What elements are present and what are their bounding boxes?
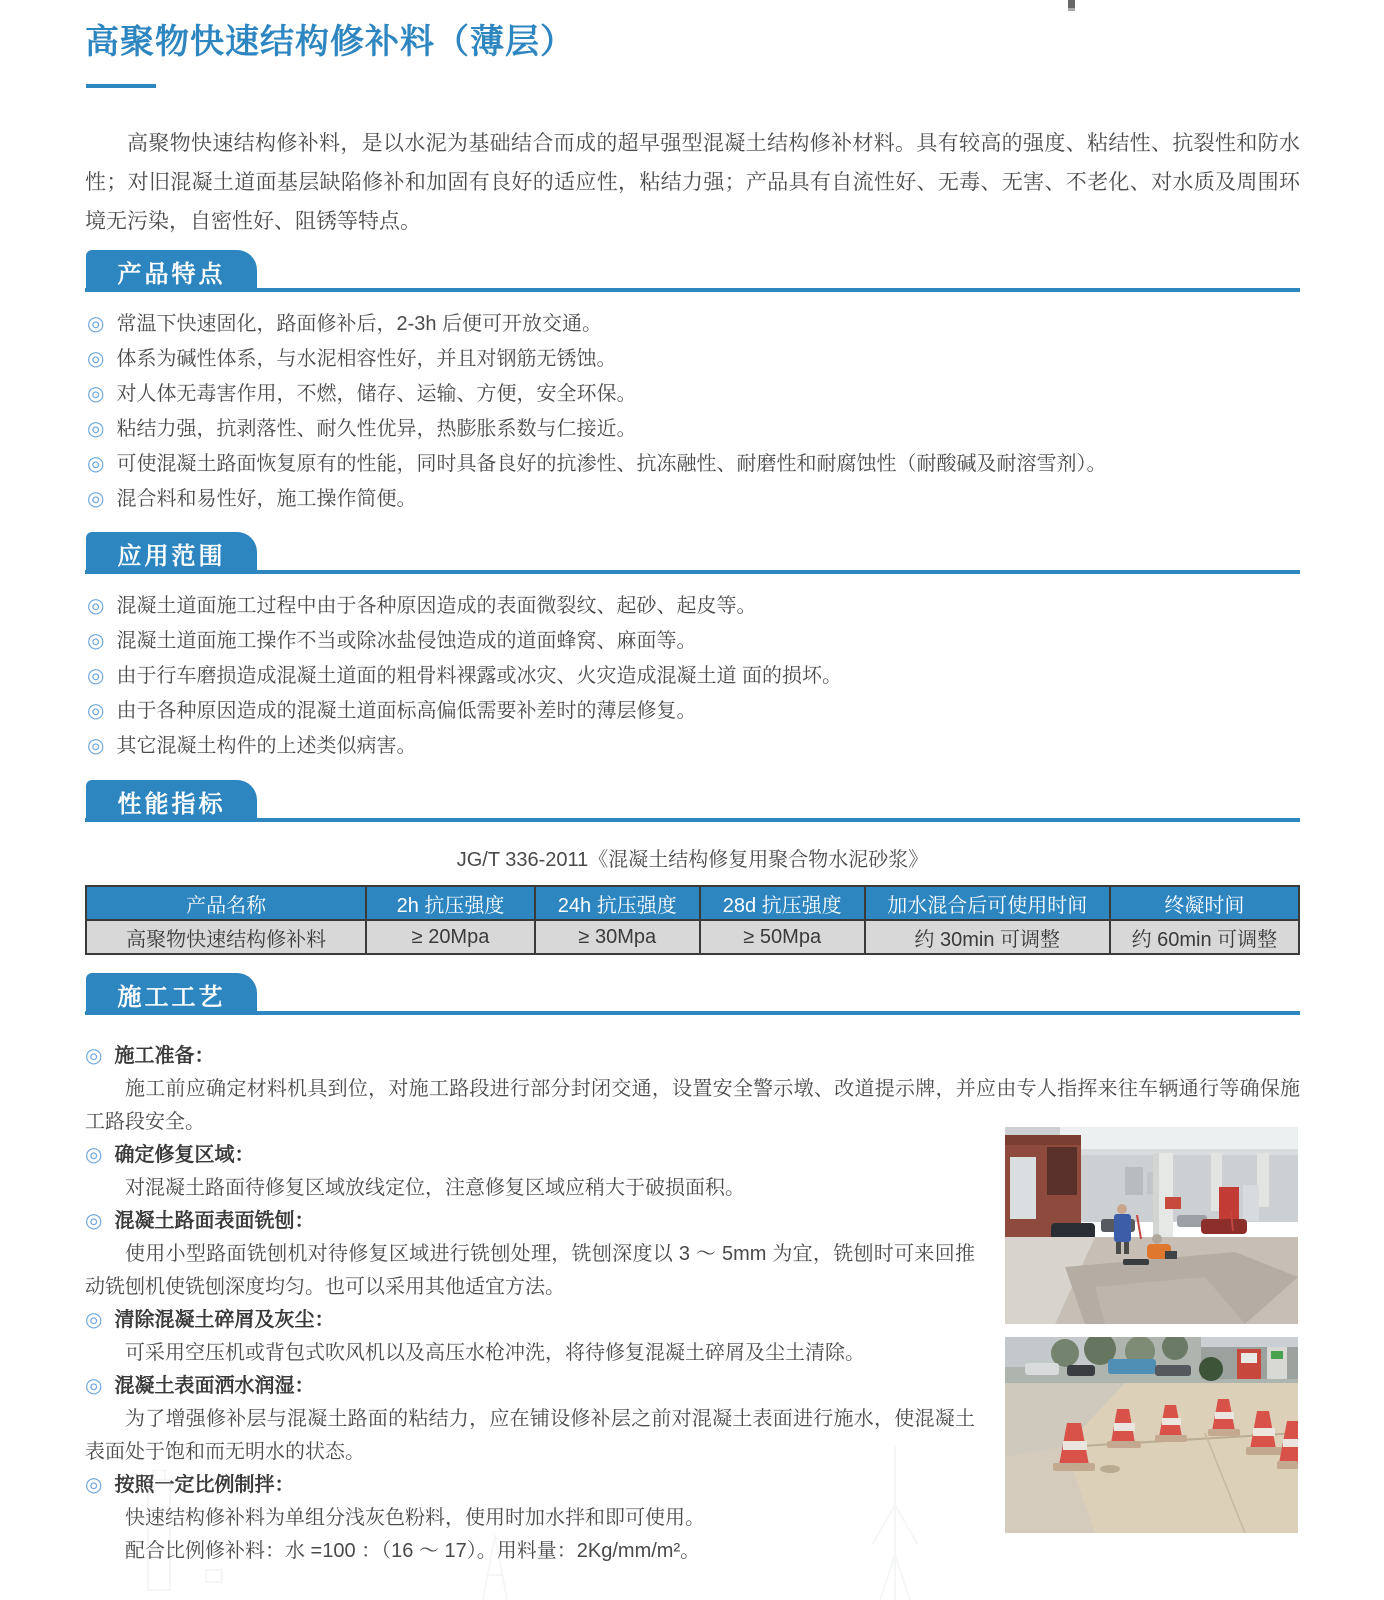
bullet-icon: ◎ (87, 630, 105, 652)
step-title (85, 1304, 975, 1337)
section-applications-header (85, 532, 1300, 578)
section-rule (85, 288, 1300, 292)
table-cell: ≥ 30Mpa (535, 920, 700, 954)
photo-repair-work (1005, 1127, 1298, 1324)
process-step (85, 1040, 1300, 1139)
process-step (85, 1370, 975, 1469)
step-title-text: 确定修复区域： (114, 1144, 255, 1166)
section-rule (85, 570, 1300, 574)
list-item-text: 由于行车磨损造成混凝土道面的粗骨料裸露或冰灾、火灾造成混凝土道 面的损坏。 (116, 665, 843, 687)
list-item-text: 粘结力强，抗剥落性、耐久性优异，热膨胀系数与仁接近。 (116, 418, 637, 440)
process-step (85, 1139, 975, 1205)
column-header: 2h 抗压强度 (366, 886, 535, 920)
table-cell: ≥ 20Mpa (366, 920, 535, 954)
step-title-text: 混凝土表面洒水润湿： (114, 1375, 315, 1397)
step-title-text: 按照一定比例制拌： (114, 1474, 295, 1496)
standard-caption: JG/T 336-2011《混凝土结构修复用聚合物水泥砂浆》 (456, 849, 929, 871)
step-title-text: 施工准备： (114, 1045, 215, 1067)
list-item (87, 383, 1300, 405)
list-item (87, 700, 1300, 722)
section-heading: 应用范围 (117, 542, 226, 570)
list-item-text: 体系为碱性体系，与水泥相容性好，并且对钢筋无锈蚀。 (116, 348, 617, 370)
bullet-icon: ◎ (87, 595, 105, 617)
table-header-row (86, 886, 1299, 920)
bullet-icon: ◎ (85, 1309, 103, 1331)
list-item (87, 630, 1300, 652)
step-title (85, 1370, 975, 1403)
table-cell: ≥ 50Mpa (700, 920, 865, 954)
bullet-icon: ◎ (87, 348, 105, 370)
title-underline (86, 84, 156, 88)
list-item (87, 348, 1300, 370)
step-paragraph: 为了增强修补层与混凝土路面的粘结力，应在铺设修补层之前对混凝土表面进行施水，使混凝土表面处于饱和而无明水的状态。 (85, 1408, 975, 1463)
bullet-icon: ◎ (85, 1375, 103, 1397)
step-paragraph: 使用小型路面铣刨机对待修复区域进行铣刨处理，铣刨深度以 3 ～ 5mm 为宜，铣刨时可来回推动铣刨机使铣刨深度均匀。也可以采用其他适宜方法。 (85, 1243, 975, 1298)
watermark-tower-sketch (120, 1470, 240, 1600)
section-features-header (85, 250, 1300, 296)
page-title: 高聚物快速结构修补料（薄层） (85, 23, 575, 61)
step-title (85, 1139, 975, 1172)
bullet-icon: ◎ (87, 313, 105, 335)
list-item-text: 由于各种原因造成的混凝土道面标高偏低需要补差时的薄层修复。 (116, 700, 697, 722)
section-rule (85, 1011, 1300, 1015)
bullet-icon: ◎ (87, 735, 105, 757)
section-features (85, 250, 1300, 523)
list-item-text: 混凝土道面施工操作不当或除冰盐侵蚀造成的道面蜂窝、麻面等。 (116, 630, 697, 652)
column-header: 产品名称 (86, 886, 366, 920)
section-performance (85, 780, 1300, 955)
list-item (87, 735, 1300, 757)
bullet-icon: ◎ (87, 665, 105, 687)
section-heading-badge (86, 973, 257, 1015)
step-title (85, 1205, 975, 1238)
column-header: 24h 抗压强度 (535, 886, 700, 920)
bullet-icon: ◎ (87, 700, 105, 722)
list-item-text: 其它混凝土构件的上述类似病害。 (116, 735, 417, 757)
column-header: 加水混合后可使用时间 (865, 886, 1110, 920)
photo-cones-pavement (1005, 1337, 1298, 1533)
section-heading-badge (86, 780, 257, 822)
table-cell: 约 30min 可调整 (865, 920, 1110, 954)
section-performance-header (85, 780, 1300, 826)
list-item (87, 488, 1300, 510)
list-item-text: 可使混凝土路面恢复原有的性能，同时具备良好的抗渗性、抗冻融性、耐磨性和耐腐蚀性（耐酸碱及耐溶雪剂）。 (116, 453, 1107, 475)
list-item (87, 313, 1300, 335)
watermark-pylon-sketch (860, 1445, 930, 1600)
table-cell: 高聚物快速结构修补料 (86, 920, 366, 954)
section-applications (85, 532, 1300, 770)
list-item-text: 对人体无毒害作用，不燃，储存、运输、方便，安全环保。 (116, 383, 637, 405)
step-title-text: 清除混凝土碎屑及灰尘： (114, 1309, 335, 1331)
section-process-header (85, 973, 1300, 1019)
step-paragraph: 配合比例修补料：水 =100 ：（16 ～ 17）。用料量：2Kg/mm/m²。 (125, 1540, 701, 1562)
list-item (87, 595, 1300, 617)
step-paragraph: 施工前应确定材料机具到位，对施工路段进行部分封闭交通，设置安全警示墩、改道提示牌，并应由专人指挥来往车辆通行等确保施工路段安全。 (85, 1078, 1300, 1133)
list-item-text: 混凝土道面施工过程中由于各种原因造成的表面微裂纹、起砂、起皮等。 (116, 595, 757, 617)
column-header: 终凝时间 (1110, 886, 1299, 920)
list-item-text: 常温下快速固化，路面修补后，2-3h 后便可开放交通。 (116, 313, 603, 335)
section-heading: 性能指标 (117, 790, 226, 818)
applications-list (85, 595, 1300, 757)
table-cell: 约 60min 可调整 (1110, 920, 1299, 954)
section-heading: 施工工艺 (117, 983, 226, 1011)
bullet-icon: ◎ (87, 418, 105, 440)
table-row (86, 920, 1299, 954)
step-title-text: 混凝土路面表面铣刨： (114, 1210, 315, 1232)
list-item (87, 665, 1300, 687)
bullet-icon: ◎ (87, 453, 105, 475)
list-item (87, 453, 1300, 475)
list-item (87, 418, 1300, 440)
bullet-icon: ◎ (85, 1210, 103, 1232)
step-paragraph: 对混凝土路面待修复区域放线定位，注意修复区域应稍大于破损面积。 (125, 1177, 745, 1199)
bullet-icon: ◎ (85, 1144, 103, 1166)
step-title (85, 1040, 1300, 1073)
watermark-mast-sketch (465, 1535, 525, 1600)
step-paragraph: 可采用空压机或背包式吹风机以及高压水枪冲洗，将待修复混凝土碎屑及尘土清除。 (125, 1342, 865, 1364)
process-step (85, 1205, 975, 1304)
section-heading: 产品特点 (117, 260, 226, 288)
features-list (85, 313, 1300, 510)
bullet-icon: ◎ (85, 1474, 103, 1496)
page-edge-artifact (1068, 0, 1075, 11)
section-heading-badge (86, 532, 257, 574)
bullet-icon: ◎ (85, 1045, 103, 1067)
bullet-icon: ◎ (87, 488, 105, 510)
section-rule (85, 818, 1300, 822)
step-paragraph: 快速结构修补料为单组分浅灰色粉料，使用时加水拌和即可使用。 (125, 1507, 705, 1529)
process-step (85, 1304, 975, 1370)
intro-paragraph: 高聚物快速结构修补料，是以水泥为基础结合而成的超早强型混凝土结构修补材料。具有较高的强度、粘结性、抗裂性和防水性；对旧混凝土道面基层缺陷修补和加固有良好的适应性，粘结力强；产品具有自流性好、无毒、无害、不老化、对水质及周围环境无污染，自密性好、阻锈等特点。 (85, 132, 1300, 233)
column-header: 28d 抗压强度 (700, 886, 865, 920)
bullet-icon: ◎ (87, 383, 105, 405)
performance-table (85, 885, 1300, 955)
section-heading-badge (86, 250, 257, 292)
list-item-text: 混合料和易性好，施工操作简便。 (116, 488, 417, 510)
